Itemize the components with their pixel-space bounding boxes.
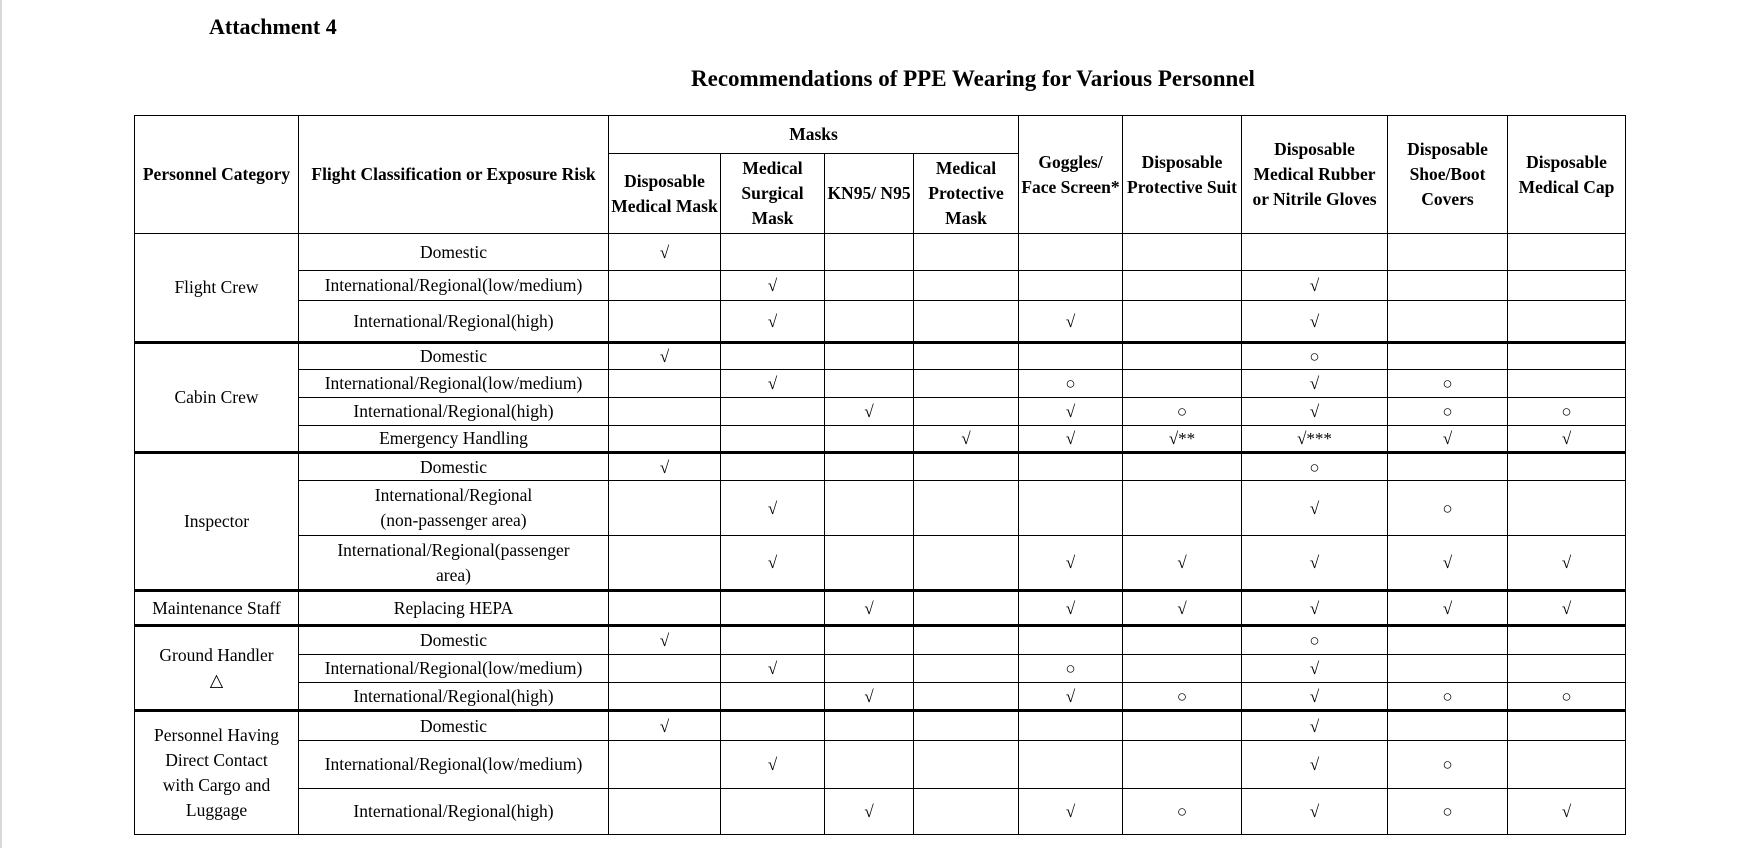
ppe-mark-cell — [1388, 234, 1508, 271]
ppe-mark-cell — [1508, 370, 1626, 398]
ppe-mark-cell — [609, 271, 721, 301]
ppe-mark-cell — [609, 655, 721, 683]
ppe-mark-cell: √ — [1242, 536, 1388, 591]
table-header — [135, 116, 1626, 234]
ppe-mark-cell: √ — [1242, 398, 1388, 426]
exposure-risk-cell: International/Regional(low/medium) — [299, 655, 609, 683]
header-goggles: Goggles/ Face Screen* — [1019, 116, 1123, 234]
ppe-mark-cell — [825, 426, 914, 453]
ppe-mark-cell: √ — [914, 426, 1019, 453]
ppe-mark-cell: ○ — [1242, 626, 1388, 655]
ppe-mark-cell: ○ — [1019, 370, 1123, 398]
ppe-mark-cell — [914, 626, 1019, 655]
table-row — [135, 591, 1626, 626]
exposure-risk-cell: International/Regional(low/medium) — [299, 271, 609, 301]
ppe-mark-cell: √*** — [1242, 426, 1388, 453]
ppe-mark-cell — [1508, 626, 1626, 655]
ppe-mark-cell: √ — [1242, 271, 1388, 301]
exposure-risk-cell: Emergency Handling — [299, 426, 609, 453]
ppe-mark-cell — [1123, 711, 1242, 741]
ppe-mark-cell — [914, 683, 1019, 711]
ppe-mark-cell: √ — [1019, 536, 1123, 591]
ppe-mark-cell — [721, 453, 825, 481]
ppe-mark-cell: √ — [721, 271, 825, 301]
ppe-mark-cell — [825, 536, 914, 591]
ppe-mark-cell: √ — [1019, 398, 1123, 426]
ppe-mark-cell: ○ — [1242, 343, 1388, 370]
ppe-mark-cell — [1508, 301, 1626, 343]
ppe-mark-cell — [825, 453, 914, 481]
ppe-mark-cell: √ — [721, 481, 825, 536]
ppe-mark-cell — [609, 789, 721, 835]
ppe-mark-cell: √ — [1242, 301, 1388, 343]
header-flight-classification: Flight Classification or Exposure Risk — [299, 116, 609, 234]
ppe-mark-cell — [825, 711, 914, 741]
header-shoe-covers: Disposable Shoe/Boot Covers — [1388, 116, 1508, 234]
ppe-mark-cell: √ — [1019, 683, 1123, 711]
ppe-mark-cell: √ — [1019, 789, 1123, 835]
ppe-mark-cell — [914, 370, 1019, 398]
ppe-mark-cell: ○ — [1388, 741, 1508, 789]
personnel-category-cell: Flight Crew — [135, 234, 299, 343]
title-text: Recommendations of PPE Wearing for Various Personnel — [691, 66, 1255, 91]
ppe-mark-cell — [1123, 741, 1242, 789]
header-masks: Masks — [609, 116, 1019, 154]
ppe-mark-cell — [1508, 741, 1626, 789]
ppe-mark-cell — [1388, 655, 1508, 683]
ppe-mark-cell — [1508, 453, 1626, 481]
page-edge — [0, 0, 2, 848]
ppe-mark-cell: √ — [721, 741, 825, 789]
ppe-mark-cell: √ — [1019, 426, 1123, 453]
ppe-mark-cell: ○ — [1123, 789, 1242, 835]
ppe-mark-cell — [1388, 301, 1508, 343]
header-personnel-category: Personnel Category — [135, 116, 299, 234]
ppe-mark-cell — [914, 481, 1019, 536]
ppe-mark-cell: ○ — [1388, 789, 1508, 835]
header-protective-suit: Disposable Protective Suit — [1123, 116, 1242, 234]
ppe-mark-cell: √ — [825, 789, 914, 835]
exposure-risk-cell: International/Regional(high) — [299, 398, 609, 426]
ppe-mark-cell — [1123, 301, 1242, 343]
ppe-mark-cell — [914, 343, 1019, 370]
ppe-mark-cell — [914, 591, 1019, 626]
ppe-mark-cell: √ — [609, 711, 721, 741]
ppe-mark-cell: √ — [609, 343, 721, 370]
exposure-risk-cell: International/Regional(high) — [299, 789, 609, 835]
document-title — [0, 66, 1754, 92]
ppe-mark-cell — [609, 301, 721, 343]
ppe-mark-cell — [721, 426, 825, 453]
ppe-mark-cell: √ — [1242, 789, 1388, 835]
ppe-mark-cell: √ — [1388, 536, 1508, 591]
ppe-mark-cell: √ — [721, 536, 825, 591]
ppe-mark-cell: ○ — [1388, 481, 1508, 536]
ppe-mark-cell — [1508, 343, 1626, 370]
ppe-mark-cell: ○ — [1388, 683, 1508, 711]
ppe-mark-cell — [609, 591, 721, 626]
ppe-mark-cell — [914, 711, 1019, 741]
ppe-mark-cell: √ — [825, 591, 914, 626]
ppe-mark-cell: √ — [609, 626, 721, 655]
ppe-mark-cell — [914, 741, 1019, 789]
ppe-mark-cell — [914, 398, 1019, 426]
ppe-mark-cell: ○ — [1123, 398, 1242, 426]
ppe-mark-cell: √ — [1242, 591, 1388, 626]
ppe-mark-cell — [1123, 343, 1242, 370]
ppe-mark-cell: √ — [1123, 536, 1242, 591]
ppe-mark-cell — [914, 789, 1019, 835]
ppe-mark-cell — [825, 741, 914, 789]
ppe-mark-cell: √ — [1242, 683, 1388, 711]
table-row — [135, 481, 1626, 536]
exposure-risk-cell: Replacing HEPA — [299, 591, 609, 626]
table-row — [135, 453, 1626, 481]
ppe-mark-cell — [914, 234, 1019, 271]
ppe-mark-cell — [1508, 481, 1626, 536]
personnel-category-cell: Inspector — [135, 453, 299, 591]
table-row — [135, 370, 1626, 398]
table-row — [135, 626, 1626, 655]
ppe-mark-cell — [825, 481, 914, 536]
exposure-risk-cell: International/Regional(high) — [299, 683, 609, 711]
table-row — [135, 655, 1626, 683]
ppe-mark-cell: √** — [1123, 426, 1242, 453]
ppe-mark-cell — [1388, 343, 1508, 370]
header-medical-cap: Disposable Medical Cap — [1508, 116, 1626, 234]
ppe-mark-cell: √ — [1508, 591, 1626, 626]
ppe-mark-cell — [1508, 711, 1626, 741]
table-row — [135, 426, 1626, 453]
ppe-mark-cell: √ — [609, 234, 721, 271]
table-row — [135, 683, 1626, 711]
ppe-mark-cell — [1019, 481, 1123, 536]
ppe-mark-cell — [1388, 271, 1508, 301]
ppe-mark-cell — [1019, 453, 1123, 481]
ppe-mark-cell — [1123, 234, 1242, 271]
ppe-mark-cell: ○ — [1242, 453, 1388, 481]
ppe-mark-cell — [914, 655, 1019, 683]
ppe-mark-cell — [609, 481, 721, 536]
ppe-mark-cell — [914, 271, 1019, 301]
ppe-mark-cell: ○ — [1388, 398, 1508, 426]
ppe-mark-cell — [721, 683, 825, 711]
ppe-mark-cell — [1123, 271, 1242, 301]
ppe-mark-cell — [1388, 626, 1508, 655]
ppe-mark-cell — [914, 536, 1019, 591]
ppe-mark-cell: √ — [1242, 741, 1388, 789]
ppe-mark-cell — [609, 741, 721, 789]
ppe-mark-cell: √ — [1508, 426, 1626, 453]
ppe-mark-cell — [1123, 655, 1242, 683]
header-medical-protective-mask: Medical Protective Mask — [914, 154, 1019, 234]
table-row — [135, 398, 1626, 426]
ppe-mark-cell: ○ — [1019, 655, 1123, 683]
ppe-mark-cell — [721, 398, 825, 426]
ppe-mark-cell — [825, 370, 914, 398]
ppe-mark-cell: √ — [1242, 655, 1388, 683]
ppe-mark-cell — [1019, 343, 1123, 370]
table-body — [135, 234, 1626, 835]
ppe-mark-cell — [825, 343, 914, 370]
ppe-mark-cell — [1123, 453, 1242, 481]
exposure-risk-cell: Domestic — [299, 626, 609, 655]
ppe-mark-cell: √ — [825, 683, 914, 711]
ppe-mark-cell — [1123, 370, 1242, 398]
ppe-mark-cell: √ — [1019, 301, 1123, 343]
exposure-risk-cell: Domestic — [299, 711, 609, 741]
ppe-mark-cell — [1388, 453, 1508, 481]
ppe-mark-cell — [914, 301, 1019, 343]
personnel-category-cell: Maintenance Staff — [135, 591, 299, 626]
ppe-mark-cell — [609, 370, 721, 398]
ppe-table — [134, 115, 1626, 835]
exposure-risk-cell: International/Regional(low/medium) — [299, 370, 609, 398]
ppe-mark-cell — [1508, 271, 1626, 301]
ppe-mark-cell — [609, 536, 721, 591]
ppe-mark-cell — [609, 426, 721, 453]
ppe-mark-cell — [1019, 234, 1123, 271]
ppe-mark-cell: √ — [1242, 370, 1388, 398]
exposure-risk-cell: International/Regional (non-passenger area) — [299, 481, 609, 536]
ppe-mark-cell — [721, 591, 825, 626]
table-row — [135, 234, 1626, 271]
ppe-mark-cell — [1508, 655, 1626, 683]
ppe-mark-cell: √ — [721, 655, 825, 683]
ppe-mark-cell: √ — [825, 398, 914, 426]
ppe-mark-cell: √ — [1508, 536, 1626, 591]
table-row — [135, 741, 1626, 789]
ppe-mark-cell — [1123, 626, 1242, 655]
header-kn95-n95: KN95/ N95 — [825, 154, 914, 234]
ppe-mark-cell — [1123, 481, 1242, 536]
ppe-mark-cell — [1508, 234, 1626, 271]
header-medical-surgical-mask: Medical Surgical Mask — [721, 154, 825, 234]
personnel-category-cell: Ground Handler △ — [135, 626, 299, 711]
exposure-risk-cell: International/Regional(high) — [299, 301, 609, 343]
ppe-mark-cell: √ — [1242, 481, 1388, 536]
ppe-mark-cell — [1388, 711, 1508, 741]
ppe-mark-cell — [914, 453, 1019, 481]
ppe-mark-cell: √ — [1019, 591, 1123, 626]
table-row — [135, 271, 1626, 301]
ppe-mark-cell: √ — [721, 301, 825, 343]
table-row — [135, 536, 1626, 591]
ppe-mark-cell: √ — [1242, 711, 1388, 741]
ppe-mark-cell: ○ — [1123, 683, 1242, 711]
ppe-mark-cell — [721, 789, 825, 835]
ppe-mark-cell — [1019, 271, 1123, 301]
ppe-mark-cell — [1019, 741, 1123, 789]
ppe-mark-cell — [825, 301, 914, 343]
ppe-mark-cell: √ — [1388, 426, 1508, 453]
ppe-mark-cell: √ — [1123, 591, 1242, 626]
table-row — [135, 711, 1626, 741]
ppe-mark-cell — [609, 683, 721, 711]
exposure-risk-cell: Domestic — [299, 234, 609, 271]
ppe-mark-cell — [1019, 711, 1123, 741]
ppe-mark-cell — [721, 234, 825, 271]
ppe-mark-cell — [609, 398, 721, 426]
ppe-mark-cell — [825, 271, 914, 301]
exposure-risk-cell: International/Regional(passenger area) — [299, 536, 609, 591]
ppe-mark-cell: ○ — [1388, 370, 1508, 398]
ppe-mark-cell: √ — [721, 370, 825, 398]
ppe-mark-cell: √ — [609, 453, 721, 481]
table-row — [135, 789, 1626, 835]
table-row — [135, 343, 1626, 370]
exposure-risk-cell: Domestic — [299, 453, 609, 481]
personnel-category-cell: Cabin Crew — [135, 343, 299, 453]
ppe-mark-cell — [1242, 234, 1388, 271]
ppe-mark-cell: ○ — [1508, 398, 1626, 426]
exposure-risk-cell: Domestic — [299, 343, 609, 370]
ppe-mark-cell: √ — [1388, 591, 1508, 626]
ppe-mark-cell: ○ — [1508, 683, 1626, 711]
ppe-mark-cell — [721, 711, 825, 741]
ppe-mark-cell — [721, 626, 825, 655]
ppe-mark-cell — [721, 343, 825, 370]
ppe-mark-cell — [1019, 626, 1123, 655]
ppe-mark-cell — [825, 626, 914, 655]
header-disposable-medical-mask: Disposable Medical Mask — [609, 154, 721, 234]
ppe-mark-cell — [825, 234, 914, 271]
ppe-mark-cell — [825, 655, 914, 683]
table-row — [135, 301, 1626, 343]
header-gloves: Disposable Medical Rubber or Nitrile Gloves — [1242, 116, 1388, 234]
ppe-mark-cell: √ — [1508, 789, 1626, 835]
attachment-label: Attachment 4 — [209, 14, 337, 39]
exposure-risk-cell: International/Regional(low/medium) — [299, 741, 609, 789]
personnel-category-cell: Personnel Having Direct Contact with Cargo and Luggage — [135, 711, 299, 835]
